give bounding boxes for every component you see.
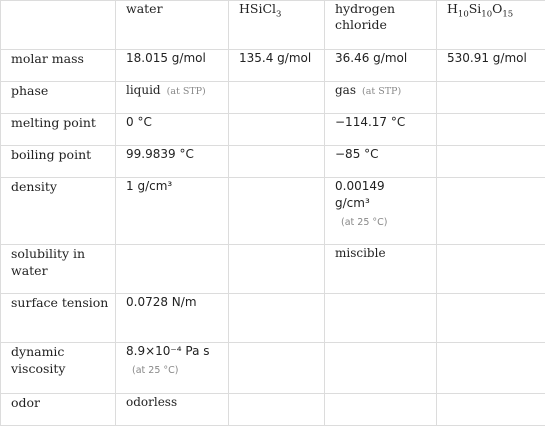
value-text: 8.9×10⁻⁴ Pa s (126, 344, 210, 358)
cell-hcl-odor (325, 394, 437, 426)
cell-water-phase (116, 82, 229, 114)
cell-h10si10o15-boiling-point (437, 146, 545, 178)
column-header-water: water (116, 1, 229, 50)
row-label-melting-point: melting point (1, 114, 116, 146)
cell-h10si10o15-odor (437, 394, 545, 426)
cell-hcl-dynamic-viscosity (325, 343, 437, 394)
table-row (1, 114, 545, 146)
table-row (1, 82, 545, 114)
cell-hsicl3-density (229, 178, 325, 245)
value-text: gas (335, 83, 356, 97)
corner-cell (1, 1, 116, 50)
cell-h10si10o15-density (437, 178, 545, 245)
cell-h10si10o15-molar-mass: 530.91 g/mol (437, 50, 545, 82)
cell-hsicl3-odor (229, 394, 325, 426)
row-label-dynamic-viscosity: dynamic viscosity (1, 343, 116, 394)
condition-note: (at STP) (362, 86, 402, 97)
column-header-hsicl3: HSiCl$_3$ (229, 1, 325, 50)
cell-water-dynamic-viscosity (116, 343, 229, 394)
cell-hcl-boiling-point: −85 °C (325, 146, 437, 178)
column-header-hydrogen-chloride: hydrogen chloride (325, 1, 437, 50)
row-label-density: density (1, 178, 116, 245)
cell-hsicl3-melting-point (229, 114, 325, 146)
cell-h10si10o15-phase (437, 82, 545, 114)
cell-h10si10o15-melting-point (437, 114, 545, 146)
column-header-h10si10o15: $H_{10}Si_{10}O_{15}$ (437, 1, 545, 50)
cell-hcl-solubility: miscible (325, 245, 437, 294)
table-row (1, 245, 545, 294)
cell-water-density: 1 g/cm³ (116, 178, 229, 245)
cell-hsicl3-boiling-point (229, 146, 325, 178)
cell-water-odor: odorless (116, 394, 229, 426)
row-label-surface-tension: surface tension (1, 294, 116, 343)
cell-hsicl3-surface-tension (229, 294, 325, 343)
table-row (1, 146, 545, 178)
cell-hsicl3-phase (229, 82, 325, 114)
cell-h10si10o15-surface-tension (437, 294, 545, 343)
cell-water-solubility (116, 245, 229, 294)
cell-hcl-melting-point: −114.17 °C (325, 114, 437, 146)
cell-hsicl3-dynamic-viscosity (229, 343, 325, 394)
row-label-phase: phase (1, 82, 116, 114)
table-row (1, 178, 545, 245)
cell-hcl-phase (325, 82, 437, 114)
cell-hcl-molar-mass: 36.46 g/mol (325, 50, 437, 82)
cell-water-melting-point: 0 °C (116, 114, 229, 146)
value-text: liquid (126, 83, 161, 97)
cell-hcl-density (325, 178, 437, 245)
table-row (1, 294, 545, 343)
condition-note: (at 25 °C) (132, 365, 179, 376)
table-row (1, 50, 545, 82)
row-label-boiling-point: boiling point (1, 146, 116, 178)
row-label-solubility: solubility in water (1, 245, 116, 294)
row-label-molar-mass: molar mass (1, 50, 116, 82)
cell-hcl-surface-tension (325, 294, 437, 343)
cell-hsicl3-solubility (229, 245, 325, 294)
cell-hsicl3-molar-mass: 135.4 g/mol (229, 50, 325, 82)
condition-note: (at 25 °C) (341, 217, 388, 228)
cell-water-surface-tension: 0.0728 N/m (116, 294, 229, 343)
table-row (1, 394, 545, 426)
value-text: 0.00149 g/cm³ (335, 179, 385, 210)
cell-h10si10o15-dynamic-viscosity (437, 343, 545, 394)
header-row (1, 1, 545, 50)
cell-water-boiling-point: 99.9839 °C (116, 146, 229, 178)
condition-note: (at STP) (166, 86, 206, 97)
cell-water-molar-mass: 18.015 g/mol (116, 50, 229, 82)
table-row (1, 343, 545, 394)
row-label-odor: odor (1, 394, 116, 426)
cell-h10si10o15-solubility (437, 245, 545, 294)
